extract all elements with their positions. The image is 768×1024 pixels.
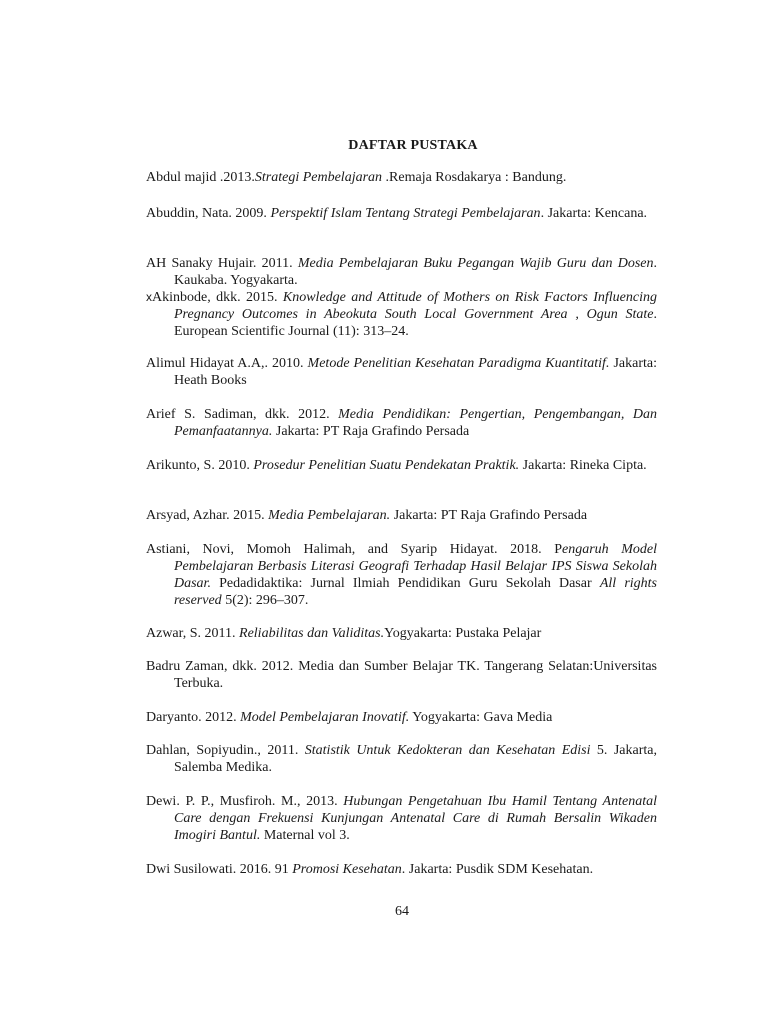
reference-entry: xAkinbode, dkk. 2015. Knowledge and Attitude of Mothers on Risk Factors Influencing Pregnancy Outcomes in Abeokuta South Local Government Area , Ogun State. European Scientific Journal (11): 313–24. — [146, 290, 657, 339]
reference-entry: Azwar, S. 2011. Reliabilitas dan Validitas.Yogyakarta: Pustaka Pelajar — [146, 626, 542, 641]
reference-entry: Arief S. Sadiman, dkk. 2012. Media Pendidikan: Pengertian, Pengembangan, Dan Pemanfaatannya. Jakarta: PT Raja Grafindo Persada — [146, 407, 657, 439]
reference-entry: Dewi. P. P., Musfiroh. M., 2013. Hubungan Pengetahuan Ibu Hamil Tentang Antenatal Care dengan Frekuensi Kunjungan Antenatal Care di Rumah Bersalin Wikaden Imogiri Bantul. Maternal vol 3. — [146, 794, 657, 843]
reference-entry: AH Sanaky Hujair. 2011. Media Pembelajaran Buku Pegangan Wajib Guru dan Dosen. Kaukaba. Yogyakarta. — [146, 256, 657, 288]
page-number: 64 — [395, 904, 409, 919]
reference-entry: Alimul Hidayat A.A,. 2010. Metode Penelitian Kesehatan Paradigma Kuantitatif. Jakarta: Heath Books — [146, 356, 658, 388]
reference-entry: Daryanto. 2012. Model Pembelajaran Inovatif. Yogyakarta: Gava Media — [146, 710, 553, 725]
page-title: DAFTAR PUSTAKA — [348, 138, 478, 153]
reference-entry: Astiani, Novi, Momoh Halimah, and Syarip Hidayat. 2018. Pengaruh Model Pembelajaran Berbasis Literasi Geografi Terhadap Hasil Belajar IPS Siswa Sekolah Dasar. Pedadidaktika: Jurnal Ilmiah Pendidikan Guru Sekolah Dasar All rights reserved 5(2): 296–307. — [146, 542, 657, 608]
annotation-mark: x — [146, 290, 152, 304]
reference-entry: Arikunto, S. 2010. Prosedur Penelitian Suatu Pendekatan Praktik. Jakarta: Rineka Cipta. — [146, 458, 647, 473]
reference-entry: Abdul majid .2013.Strategi Pembelajaran .Remaja Rosdakarya : Bandung. — [146, 170, 567, 185]
reference-entry: Dwi Susilowati. 2016. 91 Promosi Kesehatan. Jakarta: Pusdik SDM Kesehatan. — [146, 862, 594, 877]
reference-entry: Badru Zaman, dkk. 2012. Media dan Sumber Belajar TK. Tangerang Selatan:Universitas Terbuka. — [146, 659, 657, 691]
reference-entry: Arsyad, Azhar. 2015. Media Pembelajaran. Jakarta: PT Raja Grafindo Persada — [146, 508, 588, 523]
reference-entry: Abuddin, Nata. 2009. Perspektif Islam Tentang Strategi Pembelajaran. Jakarta: Kencana. — [146, 206, 648, 221]
reference-entry: Dahlan, Sopiyudin., 2011. Statistik Untuk Kedokteran dan Kesehatan Edisi 5. Jakarta, Salemba Medika. — [146, 743, 657, 775]
